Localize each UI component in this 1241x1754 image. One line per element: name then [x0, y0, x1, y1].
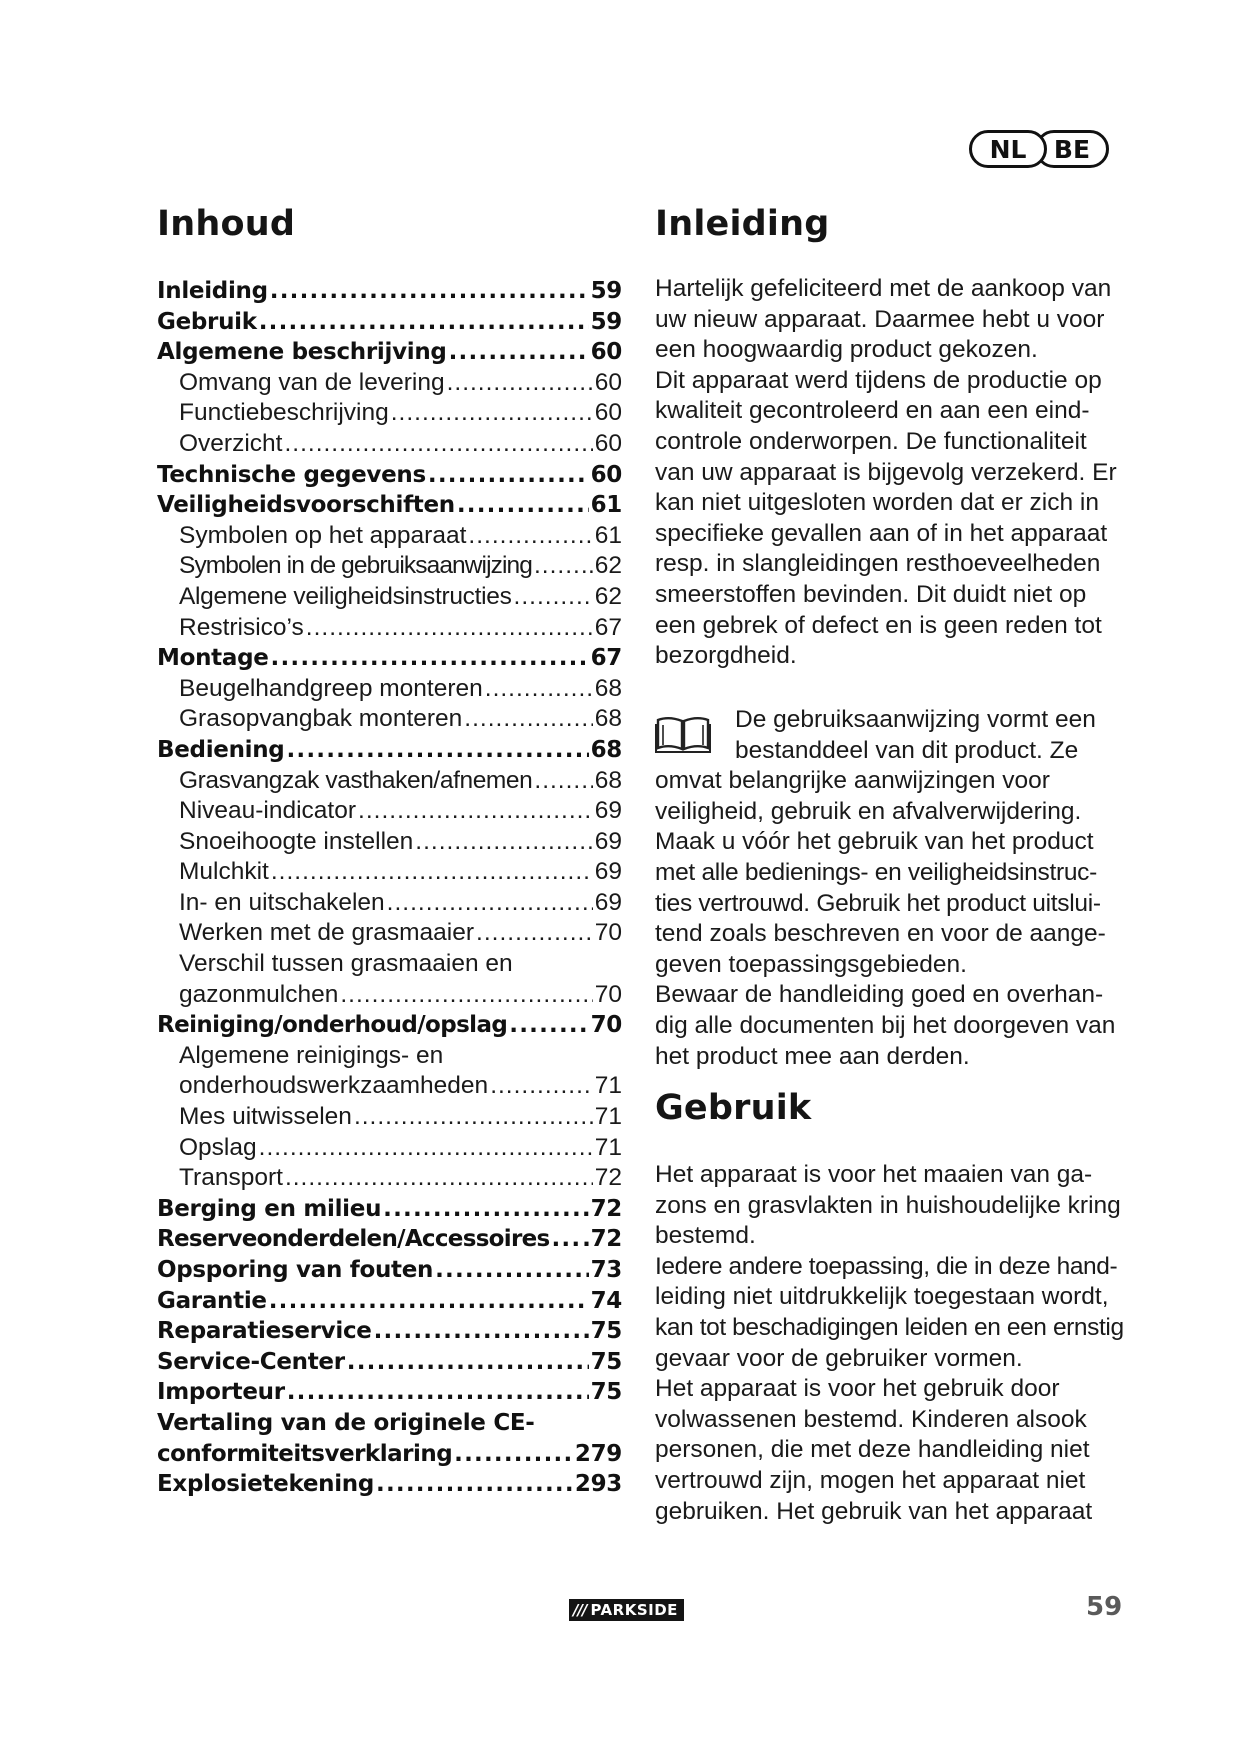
parkside-logo	[569, 1599, 684, 1621]
section-title-inleiding: Inleiding	[655, 204, 830, 244]
toc-subentry: onderhoudswerkzaamheden ..... 71	[157, 1071, 622, 1102]
use-line: bestemd.	[655, 1222, 756, 1250]
intro-line: kwaliteit gecontroleerd en aan een eind-	[655, 397, 1090, 425]
page-number: 59	[1086, 1592, 1123, 1622]
toc-subentry: Mulchkit ..... 69	[157, 857, 622, 888]
toc-entry: Technische gegevens ..... 60	[157, 460, 622, 491]
use-line: personen, die met deze handleiding niet	[655, 1436, 1090, 1464]
toc-subentry: Symbolen op het apparaat ..... 61	[157, 521, 622, 552]
toc-subentry: Transport ..... 72	[157, 1163, 622, 1194]
country-badge-nl: NL	[969, 130, 1047, 168]
intro-line: uw nieuw apparaat. Daarmee hebt u voor	[655, 305, 1105, 333]
manual-note	[655, 705, 1130, 1072]
intro-line: een hoogwaardig product gekozen.	[655, 336, 1038, 364]
toc-subentry: Opslag ..... 71	[157, 1133, 622, 1164]
note-line: dig alle documenten bij het doorgeven van	[655, 1011, 1116, 1039]
intro-line: een gebrek of defect en is geen reden tot	[655, 611, 1102, 639]
note-line: tend zoals beschreven en voor de aange-	[655, 920, 1106, 948]
use-line: kan tot beschadigingen leiden en een ernstig	[655, 1313, 1124, 1341]
use-line: Het apparaat is voor het maaien van ga-	[655, 1161, 1093, 1188]
toc-entry: Reiniging/onderhoud/opslag ..... 70	[157, 1010, 622, 1041]
toc-subentry: Grasopvangbak monteren ..... 68	[157, 704, 622, 735]
toc-subentry: Niveau-indicator ..... 69	[157, 796, 622, 827]
toc-entry: Berging en milieu ..... 72	[157, 1194, 622, 1225]
use-line: vertrouwd zijn, mogen het apparaat niet	[655, 1466, 1086, 1494]
use-line: gebruiken. Het gebruik van het apparaat	[655, 1497, 1093, 1525]
toc-entry: Garantie ..... 74	[157, 1286, 622, 1317]
note-line: geven toepassingsgebieden.	[655, 950, 967, 978]
intro-line: controle onderworpen. De functionaliteit	[655, 427, 1087, 455]
note-line: omvat belangrijke aanwijzingen voor	[655, 767, 1050, 795]
toc-entry: Reparatieservice ..... 75	[157, 1316, 622, 1347]
note-line: bestanddeel van dit product. Ze	[735, 736, 1079, 764]
use-line: leiding niet uitdrukkelijk toegestaan wordt,	[655, 1283, 1109, 1311]
section-title-gebruik: Gebruik	[655, 1088, 812, 1128]
use-line: volwassenen bestemd. Kinderen alsook	[655, 1405, 1087, 1433]
toc-subentry: Overzicht ..... 60	[157, 429, 622, 460]
toc-entry: Inleiding ..... 59	[157, 276, 622, 307]
logo-slashes: ///	[573, 1601, 587, 1619]
toc-entry: Service-Center ..... 75	[157, 1347, 622, 1378]
note-line: Maak u vóór het gebruik van het product	[655, 828, 1094, 856]
toc-entry: Vertaling van de originele CE-	[157, 1409, 535, 1436]
toc-subentry: Werken met de grasmaaier ..... 70	[157, 918, 622, 949]
intro-line: bezorgdheid.	[655, 642, 797, 670]
intro-line: van uw apparaat is bijgevolg verzekerd. Er	[655, 458, 1117, 486]
toc-entry: Montage ..... 67	[157, 643, 622, 674]
toc-subentry: Snoeihoogte instellen ..... 69	[157, 827, 622, 858]
toc-subentry: Restrisico’s ..... 67	[157, 613, 622, 644]
intro-text	[655, 274, 1130, 672]
note-head	[655, 705, 1130, 766]
toc-subentry: Symbolen in de gebruiksaanwijzing ..... .62	[157, 551, 622, 582]
toc-subentry: gazonmulchen ..... 70	[157, 980, 622, 1011]
use-line: Het apparaat is voor het gebruik door	[655, 1375, 1060, 1403]
manual-book-icon	[655, 715, 711, 753]
note-line: ties vertrouwd. Gebruik het product uitslui-	[655, 889, 1101, 917]
toc-subentry: Functiebeschrijving ..... 60	[157, 398, 622, 429]
toc-subentry: Grasvangzak vasthaken/afnemen ..... 68	[157, 766, 622, 797]
toc-entry: Importeur ..... 75	[157, 1377, 622, 1408]
note-line: veiligheid, gebruik en afvalverwijdering.	[655, 797, 1082, 825]
use-line: Iedere andere toepassing, die in deze hand-	[655, 1252, 1118, 1280]
toc-entry: Reserveonderdelen/Accessoires ..... .72	[157, 1224, 622, 1255]
toc-title: Inhoud	[157, 204, 296, 244]
toc-subentry: Algemene reinigings- en	[179, 1041, 444, 1069]
intro-line: Dit apparaat werd tijdens de productie op	[655, 366, 1102, 394]
toc-subentry: Algemene veiligheidsinstructies ..... 62	[157, 582, 622, 613]
logo-text: PARKSIDE	[590, 1601, 678, 1619]
toc-entry: Veiligheidsvoorschiften ..... 61	[157, 490, 622, 521]
toc-subentry: Mes uitwisselen ..... 71	[157, 1102, 622, 1133]
table-of-contents	[157, 276, 622, 1500]
toc-entry: Gebruik ..... 59	[157, 307, 622, 338]
toc-subentry: Omvang van de levering ..... 60	[157, 368, 622, 399]
note-line: De gebruiksaanwijzing vormt een	[735, 706, 1096, 733]
note-line: het product mee aan derden.	[655, 1042, 970, 1070]
intro-line: specifieke gevallen aan of in het apparaat	[655, 519, 1108, 547]
country-badge-be: BE	[1035, 130, 1109, 168]
toc-entry: Bediening ..... 68	[157, 735, 622, 766]
intro-line: resp. in slangleidingen resthoeveelheden	[655, 550, 1101, 578]
note-line: met alle bedienings- en veiligheidsinstruc-	[655, 858, 1097, 886]
note-line: Bewaar de handleiding goed en overhan-	[655, 981, 1104, 1009]
country-badges	[969, 128, 1109, 170]
toc-subentry: In- en uitschakelen ..... 69	[157, 888, 622, 919]
intro-line: kan niet uitgesloten worden dat er zich in	[655, 489, 1099, 517]
toc-subentry: Beugelhandgreep monteren ..... 68	[157, 674, 622, 705]
toc-entry: Explosietekening ..... 293	[157, 1469, 622, 1500]
use-text	[655, 1160, 1130, 1527]
toc-entry: Algemene beschrijving ..... 60	[157, 337, 622, 368]
use-line: zons en grasvlakten in huishoudelijke kring	[655, 1191, 1121, 1219]
use-line: gevaar voor de gebruiker vormen.	[655, 1344, 1023, 1372]
toc-subentry: Verschil tussen grasmaaien en	[179, 950, 513, 978]
intro-line: smeerstoffen bevinden. Dit duidt niet op	[655, 580, 1087, 608]
toc-entry: conformiteitsverklaring ..... 279	[157, 1439, 622, 1470]
intro-line: Hartelijk gefeliciteerd met de aankoop van	[655, 275, 1112, 302]
toc-entry: Opsporing van fouten ..... 73	[157, 1255, 622, 1286]
